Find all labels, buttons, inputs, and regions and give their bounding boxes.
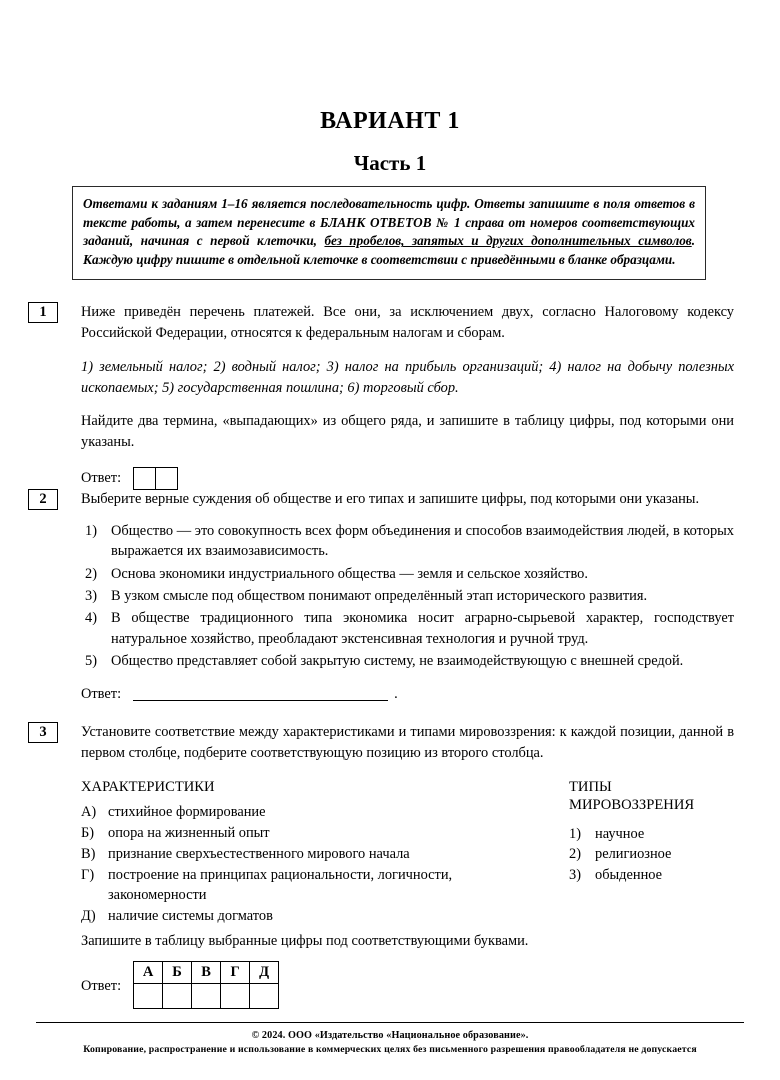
list-item <box>569 824 744 845</box>
footer-divider <box>36 1022 744 1023</box>
list-item <box>81 844 551 865</box>
list-text: В обществе традиционного типа экономика носит аграрно-сырьевой характер, господствует натуральное хозяйство, преобладают экстенсивная технология и ручной труд. <box>111 610 734 647</box>
answer-cell[interactable] <box>133 467 156 490</box>
list-marker: А) <box>81 804 97 821</box>
list-text: построение на принципах рациональности, логичности, закономерности <box>108 866 453 904</box>
list-item <box>81 823 551 844</box>
characteristics-column <box>81 778 551 927</box>
grid-answer-cell[interactable] <box>250 984 279 1009</box>
task-3-answer-label: Ответ: <box>81 978 122 995</box>
page-title: ВАРИАНТ 1 <box>320 108 460 134</box>
task-2-answer-row <box>81 686 734 703</box>
grid-header-cell: Д <box>250 962 279 984</box>
characteristics-heading: ХАРАКТЕРИСТИКИ <box>81 779 215 796</box>
list-item <box>81 586 734 606</box>
list-marker: 2) <box>569 846 581 863</box>
list-marker: Г) <box>81 866 95 883</box>
list-item <box>569 865 744 886</box>
instruction-part-2: . Каждую цифру пишите в отдельной клеточке в соответствии с приведёнными в бланке образцами. <box>83 233 695 268</box>
list-text: Общество — это совокупность всех форм объединения и способов взаимодействия людей, в которых выражается их взаимозависимость. <box>111 522 734 560</box>
task-3-body <box>81 722 734 1009</box>
list-item <box>81 564 734 584</box>
list-text: В узком смысле под обществом понимают определённый этап исторического развития. <box>111 587 648 604</box>
list-text: научное <box>595 825 645 842</box>
list-marker: 3) <box>85 587 97 604</box>
task-1-answer-row <box>81 467 734 490</box>
task-3-table-instruction: Запишите в таблицу выбранные цифры под соответствующими буквами. <box>81 932 529 949</box>
worldview-heading <box>569 778 744 814</box>
task-3 <box>28 722 752 1009</box>
list-marker: В) <box>81 845 96 862</box>
task-1-intro: Ниже приведён перечень платежей. Все они, за исключением двух, согласно Налоговому кодексу Российской Федерации, относятся к федеральным налогам и сборам. <box>81 304 734 341</box>
list-item <box>81 906 551 927</box>
instruction-part-1: Ответами к заданиям 1–16 является последовательность цифр. Ответы запишите в поля ответов в тексте работы, а затем перенесите в БЛАНК ОТВЕТОВ № 1 справа от номеров соответствующих заданий, начиная с первой клеточки, <box>83 196 695 249</box>
task-1-answer-cells[interactable] <box>133 467 178 490</box>
task-1 <box>28 302 752 490</box>
task-2-intro: Выберите верные суждения об обществе и его типах и запишите цифры, под которыми они указаны. <box>81 491 700 507</box>
list-marker: 5) <box>85 653 97 670</box>
grid-answer-cell[interactable] <box>221 984 250 1009</box>
footer-copyright: © 2024. ООО «Издательство «Национальное образование». <box>251 1030 529 1042</box>
grid-answer-cell[interactable] <box>134 984 163 1009</box>
worldview-heading-line-2: МИРОВОЗЗРЕНИЯ <box>569 797 695 814</box>
list-item <box>81 651 734 671</box>
task-1-answer-label: Ответ: <box>81 469 122 486</box>
task-3-intro: Установите соответствие между характеристиками и типами мировоззрения: к каждой позиции, данной в первом столбце, подберите соответствующую позицию из второго столбца. <box>81 724 734 761</box>
task-1-items: 1) земельный налог; 2) водный налог; 3) налог на прибыль организаций; 4) налог на добычу полезных ископаемых; 5) государственная пошлина; 6) торговый сбор. <box>81 359 734 396</box>
list-text: обыденное <box>595 867 663 884</box>
task-number-3: 3 <box>28 722 58 743</box>
task-2 <box>28 489 752 703</box>
list-marker: 3) <box>569 867 581 884</box>
list-text: наличие системы догматов <box>108 908 273 925</box>
instruction-text <box>83 195 695 270</box>
worldview-types-list <box>569 824 744 886</box>
list-text: религиозное <box>595 846 672 863</box>
characteristics-list <box>81 802 551 926</box>
table-row <box>134 962 279 984</box>
task-2-answer-period: . <box>394 685 398 702</box>
instruction-box <box>72 186 706 280</box>
grid-answer-cell[interactable] <box>163 984 192 1009</box>
task-2-answer-input[interactable] <box>133 687 388 701</box>
list-text: Общество представляет собой закрытую систему, не взаимодействующую с внешней средой. <box>111 653 684 670</box>
table-row <box>134 984 279 1009</box>
list-marker: 2) <box>85 565 97 582</box>
task-2-answer-label: Ответ: <box>81 685 122 702</box>
task-1-body <box>81 302 734 490</box>
list-text: Основа экономики индустриального общества — земля и сельское хозяйство. <box>111 565 588 582</box>
list-item <box>81 865 551 906</box>
task-number-2: 2 <box>28 489 58 510</box>
instruction-underlined: без пробелов, запятых и других дополнительных символов <box>324 233 692 249</box>
page-subtitle: Часть 1 <box>353 151 427 176</box>
list-item <box>81 608 734 649</box>
task-2-statement-list <box>81 521 734 672</box>
grid-header-cell: Б <box>163 962 192 984</box>
answer-grid[interactable] <box>133 961 279 1009</box>
list-item <box>569 844 744 865</box>
worldview-types-column <box>569 778 744 886</box>
list-text: опора на жизненный опыт <box>108 825 270 842</box>
list-marker: 1) <box>569 825 581 842</box>
grid-answer-cell[interactable] <box>192 984 221 1009</box>
list-marker: Б) <box>81 825 95 842</box>
task-number-1: 1 <box>28 302 58 323</box>
task-3-matching-columns <box>81 778 734 927</box>
list-item <box>81 802 551 823</box>
list-marker: 1) <box>85 522 97 539</box>
list-marker: 4) <box>85 610 97 627</box>
task-1-outro: Найдите два термина, «выпадающих» из общего ряда, и запишите в таблицу цифры, под которыми они указаны. <box>81 413 734 450</box>
answer-cell[interactable] <box>155 467 178 490</box>
list-text: признание сверхъестественного мирового начала <box>108 845 410 862</box>
footer-notice: Копирование, распространение и использование в коммерческих целях без письменного разрешения правообладателя не допускается <box>83 1044 697 1056</box>
worldview-heading-line-1: ТИПЫ <box>569 779 612 796</box>
list-text: стихийное формирование <box>108 804 266 821</box>
task-3-answer-row <box>81 961 734 1009</box>
grid-header-cell: Г <box>221 962 250 984</box>
task-2-body <box>81 489 734 703</box>
grid-header-cell: А <box>134 962 163 984</box>
list-marker: Д) <box>81 908 96 925</box>
list-item <box>81 521 734 562</box>
grid-header-cell: В <box>192 962 221 984</box>
page-footer <box>36 1022 744 1058</box>
